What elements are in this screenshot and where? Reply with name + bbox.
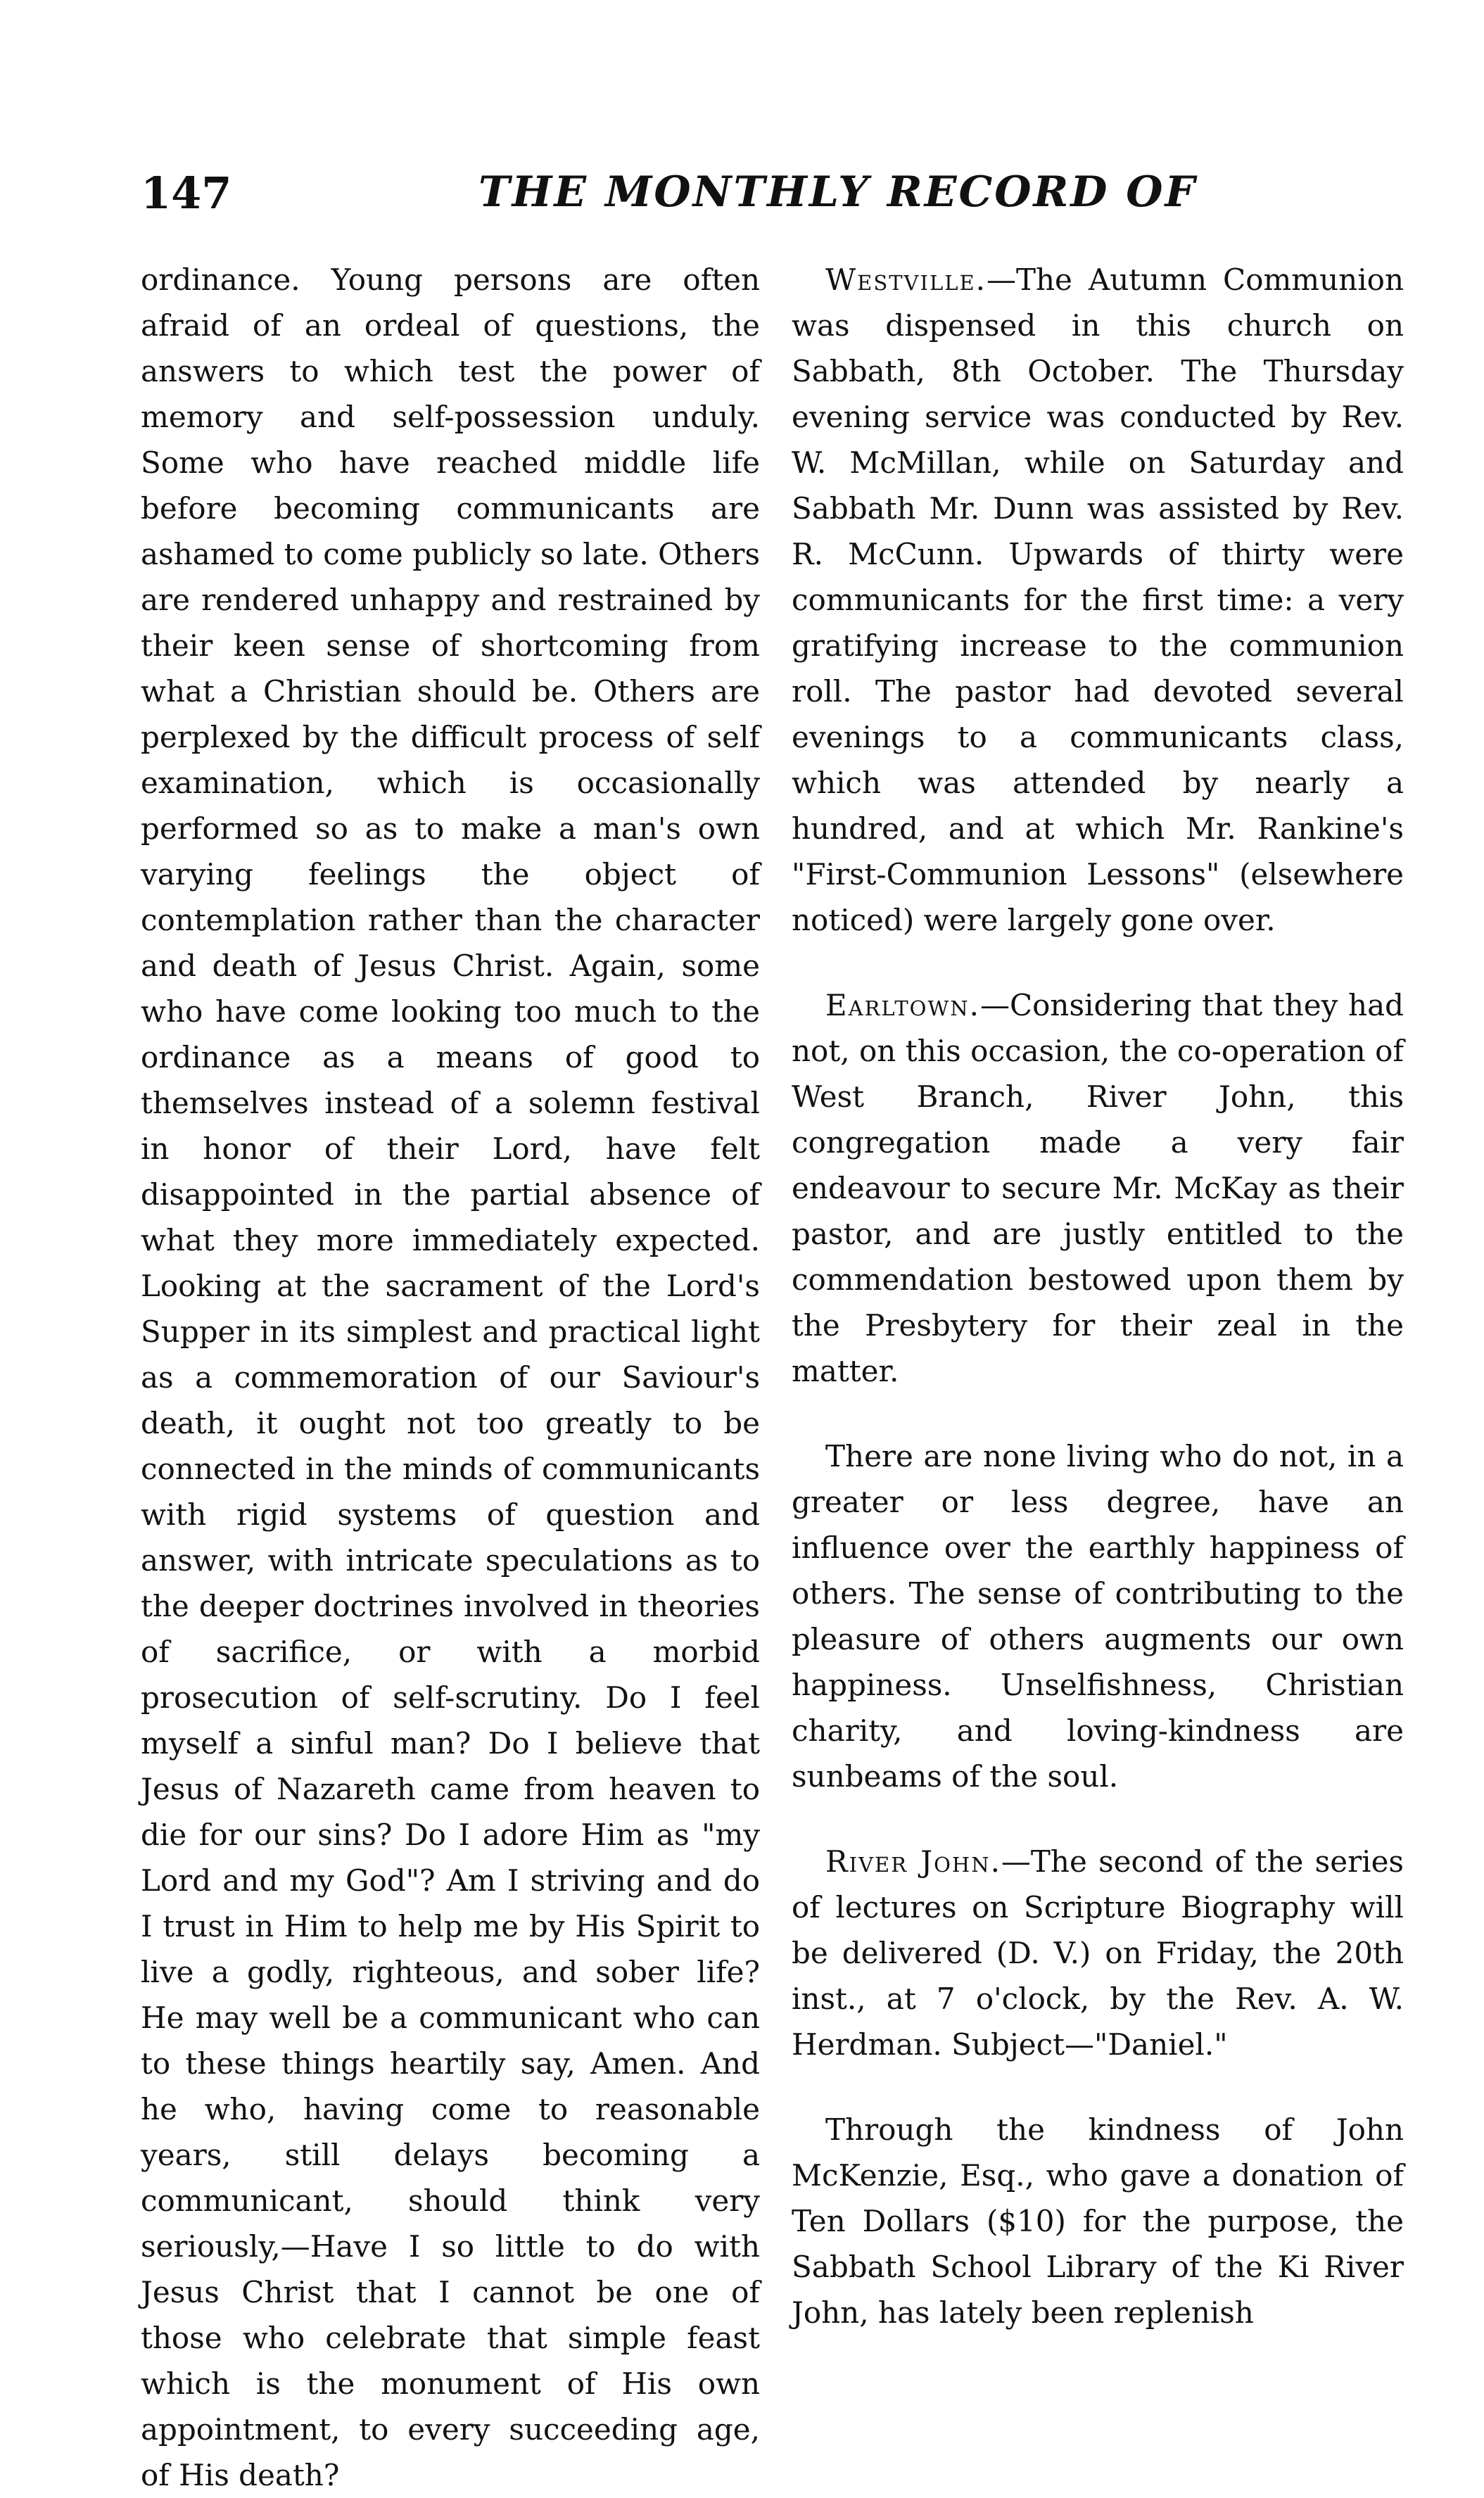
left-column: [141, 257, 760, 2498]
earltown-paragraph: [792, 982, 1404, 1394]
library-notice: [792, 2107, 1404, 2335]
river-john-heading: River John.: [825, 1844, 1001, 1879]
page-header: [141, 167, 1357, 245]
westville-notice: [792, 257, 1404, 943]
earltown-text: —Considering that they had not, on this occasion, the co-operation of West Branch, River John, this congregation made a very fair endeavour to secure Mr. McKay as their pastor, and are justly entitled to the commendation bestowed upon them by the Presbytery for their zeal in the matter.: [792, 988, 1404, 1388]
westville-heading: Westville.: [825, 262, 987, 297]
influence-notice: [792, 1433, 1404, 1799]
river-john-text: —The second of the series of lectures on Scripture Biography will be delivered (D. V.) on Friday, the 20th inst., at 7 o'clock, by the Rev. A. W. Herdman. Subject—"Daniel.": [792, 1844, 1404, 2062]
river-john-notice: [792, 1839, 1404, 2067]
westville-text: —The Autumn Communion was dispensed in this church on Sabbath, 8th October. The Thursday evening service was conducted by Rev. W. McMillan, while on Saturday and Sabbath Mr. Dunn was assisted by Rev. R. McCunn. Upwards of thirty were communicants for the first time: a very gratifying increase to the communion roll. The pastor had devoted several evenings to a communicants class, which was attended by nearly a hundred, and at which Mr. Rankine's "First-Communion Lessons" (elsewhere noticed) were largely gone over.: [792, 262, 1404, 937]
running-head: THE MONTHLY RECORD OF: [478, 167, 1198, 217]
influence-text: There are none living who do not, in a greater or less degree, have an influence over the earthly happiness of others. The sense of contributing to the pleasure of others augments our own happiness. Unselfishness, Christian charity, and loving-kindness are sunbeams of the soul.: [792, 1439, 1404, 1794]
earltown-heading: Earltown.: [825, 988, 980, 1022]
westville-paragraph: [792, 257, 1404, 943]
library-text: Through the kindness of John McKenzie, Esq., who gave a donation of Ten Dollars ($10) for the purpose, the Sabbath School Library of the Ki River John, has lately been replenish: [792, 2112, 1404, 2330]
right-column: [792, 257, 1404, 2375]
earltown-notice: [792, 982, 1404, 1394]
left-column-text: ordinance. Young persons are often afraid of an ordeal of questions, the answers to which test the power of memory and self-possession unduly. Some who have reached middle life before becoming communicants are ashamed to come publicly so late. Others are rendered unhappy and restrained by their keen sense of shortcoming from what a Christian should be. Others are perplexed by the difficult process of self examination, which is occasionally performed so as to make a man's own varying feelings the object of contemplation rather than the character and death of Jesus Christ. Again, some who have come looking too much to the ordinance as a means of good to themselves instead of a solemn festival in honor of their Lord, have felt disappointed in the partial absence of what they more immediately expected. Looking at the sacrament of the Lord's Supper in its simplest and practical light as a commemoration of our Saviour's death, it ought not too greatly to be connected in the minds of communicants with rigid systems of question and answer, with intricate speculations as to the deeper doctrines involved in theories of sacrifice, or with a morbid prosecution of self-scrutiny. Do I feel myself a sinful man? Do I believe that Jesus of Nazareth came from heaven to die for our sins? Do I adore Him as "my Lord and my God"? Am I striving and do I trust in Him to help me by His Spirit to live a godly, righteous, and sober life? He may well be a communicant who can to these things heartily say, Amen. And he who, having come to reasonable years, still delays becoming a communicant, should think very seriously,—Have I so little to do with Jesus Christ that I cannot be one of those who celebrate that simple feast which is the monument of His own appointment, to every succeeding age, of His death?: [141, 262, 760, 2492]
page-number: 147: [141, 167, 232, 219]
river-john-paragraph: [792, 1839, 1404, 2067]
